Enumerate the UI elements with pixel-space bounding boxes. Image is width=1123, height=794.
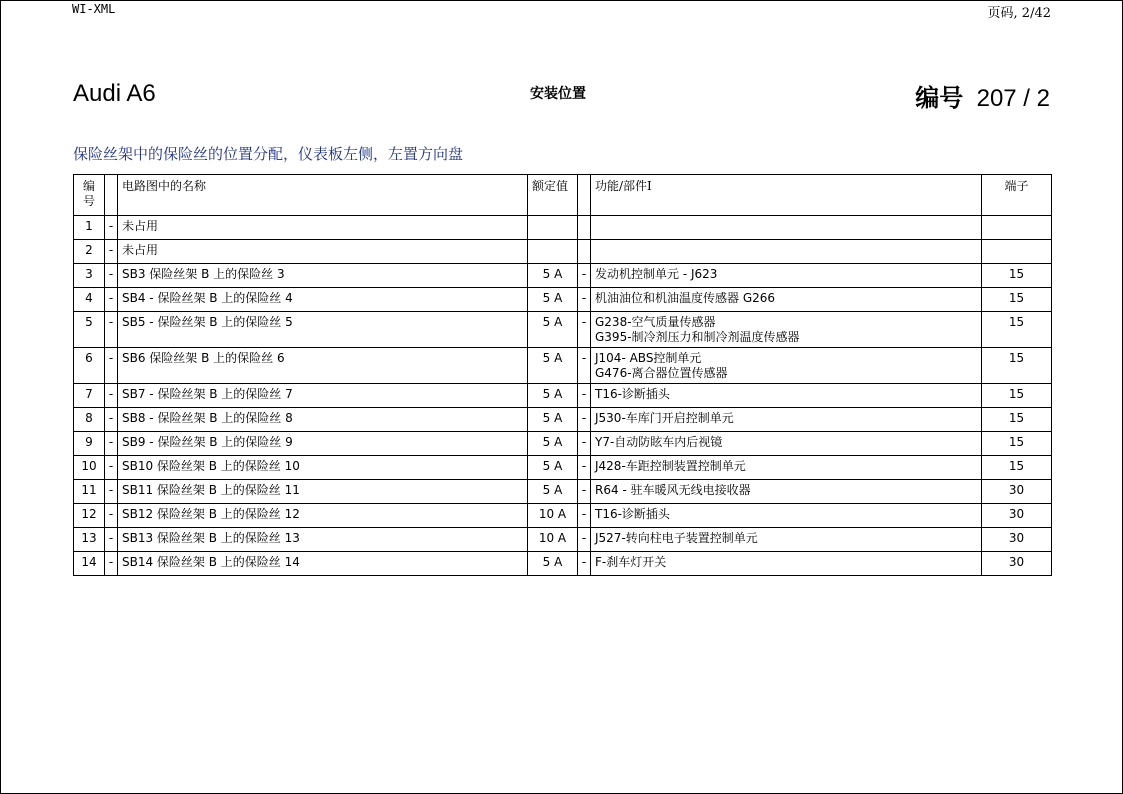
header-number: 编号	[74, 175, 105, 216]
section-title: 保险丝架中的保险丝的位置分配，仪表板左侧，左置方向盘	[73, 145, 464, 163]
circuit-name: SB3 保险丝架 B 上的保险丝 3	[118, 264, 528, 288]
separator-dash: -	[578, 552, 591, 576]
function-line: 发动机控制单元 - J623	[595, 267, 718, 281]
separator-dash: -	[578, 288, 591, 312]
circuit-name: SB10 保险丝架 B 上的保险丝 10	[118, 456, 528, 480]
terminal: 30	[982, 528, 1052, 552]
fuse-rating: 5 A	[528, 552, 578, 576]
function-component	[591, 288, 982, 312]
function-component	[591, 384, 982, 408]
terminal	[982, 240, 1052, 264]
document-number	[915, 78, 1050, 113]
function-component	[591, 216, 982, 240]
fuse-rating: 5 A	[528, 348, 578, 384]
table-row	[74, 312, 1052, 348]
fuse-number: 11	[74, 480, 105, 504]
function-component	[591, 348, 982, 384]
fuse-table	[73, 174, 1052, 576]
terminal: 15	[982, 384, 1052, 408]
separator-dash: -	[105, 552, 118, 576]
function-line: Y7-自动防眩车内后视镜	[595, 435, 723, 449]
function-component	[591, 456, 982, 480]
separator-dash: -	[578, 456, 591, 480]
fuse-number: 2	[74, 240, 105, 264]
terminal: 15	[982, 348, 1052, 384]
function-line: R64 - 驻车暖风无线电接收器	[595, 483, 751, 497]
table-row	[74, 384, 1052, 408]
separator-dash: -	[578, 264, 591, 288]
fuse-number: 13	[74, 528, 105, 552]
function-line: J104- ABS控制单元	[595, 351, 702, 365]
fuse-number: 5	[74, 312, 105, 348]
circuit-name: SB11 保险丝架 B 上的保险丝 11	[118, 480, 528, 504]
terminal: 15	[982, 288, 1052, 312]
fuse-rating: 10 A	[528, 528, 578, 552]
table-row	[74, 348, 1052, 384]
separator-dash: -	[578, 504, 591, 528]
circuit-name: SB4 - 保险丝架 B 上的保险丝 4	[118, 288, 528, 312]
table-row	[74, 288, 1052, 312]
separator-dash: -	[105, 216, 118, 240]
separator-dash: -	[105, 504, 118, 528]
circuit-name: SB14 保险丝架 B 上的保险丝 14	[118, 552, 528, 576]
function-line: 机油油位和机油温度传感器 G266	[595, 291, 776, 305]
fuse-number: 8	[74, 408, 105, 432]
function-line: T16-诊断插头	[595, 507, 670, 521]
separator-dash: -	[578, 432, 591, 456]
function-line: J530-车库门开启控制单元	[595, 411, 734, 425]
header-terminal: 端子	[982, 175, 1052, 216]
separator-dash: -	[105, 528, 118, 552]
vehicle-model: Audi A6	[73, 80, 156, 107]
function-line: J527-转向柱电子装置控制单元	[595, 531, 758, 545]
function-component	[591, 432, 982, 456]
header-rating: 额定值	[528, 175, 578, 216]
function-component	[591, 408, 982, 432]
separator-dash: -	[105, 240, 118, 264]
table-row	[74, 408, 1052, 432]
circuit-name: SB6 保险丝架 B 上的保险丝 6	[118, 348, 528, 384]
separator-dash: -	[105, 288, 118, 312]
function-component	[591, 264, 982, 288]
circuit-name: SB7 - 保险丝架 B 上的保险丝 7	[118, 384, 528, 408]
function-line: J428-车距控制装置控制单元	[595, 459, 746, 473]
fuse-number: 1	[74, 216, 105, 240]
function-component	[591, 480, 982, 504]
fuse-rating: 5 A	[528, 456, 578, 480]
fuse-number: 4	[74, 288, 105, 312]
separator-dash: -	[105, 348, 118, 384]
fuse-number: 6	[74, 348, 105, 384]
table-row	[74, 456, 1052, 480]
circuit-name: SB12 保险丝架 B 上的保险丝 12	[118, 504, 528, 528]
table-row	[74, 216, 1052, 240]
circuit-name: SB13 保险丝架 B 上的保险丝 13	[118, 528, 528, 552]
terminal	[982, 216, 1052, 240]
header-name: 电路图中的名称	[118, 175, 528, 216]
fuse-rating: 10 A	[528, 504, 578, 528]
header-function: 功能/部件I	[591, 175, 982, 216]
table-row	[74, 504, 1052, 528]
fuse-number: 3	[74, 264, 105, 288]
function-component	[591, 312, 982, 348]
circuit-name: SB5 - 保险丝架 B 上的保险丝 5	[118, 312, 528, 348]
header-dash-2	[578, 175, 591, 216]
function-line: G395-制冷剂压力和制冷剂温度传感器	[595, 330, 800, 344]
separator-dash: -	[578, 528, 591, 552]
function-line: T16-诊断插头	[595, 387, 670, 401]
header-dash	[105, 175, 118, 216]
fuse-table-body	[74, 216, 1052, 576]
fuse-rating: 5 A	[528, 432, 578, 456]
circuit-name: 未占用	[118, 240, 528, 264]
separator-dash: -	[105, 432, 118, 456]
terminal: 30	[982, 552, 1052, 576]
table-row	[74, 240, 1052, 264]
terminal: 30	[982, 480, 1052, 504]
terminal: 15	[982, 264, 1052, 288]
separator-dash: -	[578, 348, 591, 384]
separator-dash: -	[578, 312, 591, 348]
table-row	[74, 432, 1052, 456]
fuse-number: 14	[74, 552, 105, 576]
terminal: 15	[982, 408, 1052, 432]
fuse-number: 9	[74, 432, 105, 456]
fuse-rating	[528, 216, 578, 240]
document-number-label: 编号	[915, 85, 964, 112]
circuit-name: SB8 - 保险丝架 B 上的保险丝 8	[118, 408, 528, 432]
page-number: 页码, 2/42	[987, 6, 1051, 21]
function-line: F-刹车灯开关	[595, 555, 667, 569]
function-component	[591, 240, 982, 264]
separator-dash: -	[105, 384, 118, 408]
function-component	[591, 504, 982, 528]
separator-dash: -	[578, 480, 591, 504]
separator-dash	[578, 216, 591, 240]
document-title: 安装位置	[530, 86, 586, 102]
fuse-rating	[528, 240, 578, 264]
separator-dash: -	[105, 408, 118, 432]
table-row	[74, 480, 1052, 504]
function-component	[591, 552, 982, 576]
terminal: 15	[982, 312, 1052, 348]
fuse-rating: 5 A	[528, 480, 578, 504]
separator-dash: -	[578, 408, 591, 432]
fuse-number: 12	[74, 504, 105, 528]
fuse-number: 7	[74, 384, 105, 408]
table-row	[74, 528, 1052, 552]
separator-dash	[578, 240, 591, 264]
function-line: G476-离合器位置传感器	[595, 366, 728, 380]
separator-dash: -	[105, 456, 118, 480]
table-row	[74, 264, 1052, 288]
separator-dash: -	[578, 384, 591, 408]
header-left-label: WI-XML	[72, 2, 116, 16]
document-number-value: 207 / 2	[976, 85, 1050, 112]
separator-dash: -	[105, 312, 118, 348]
circuit-name: SB9 - 保险丝架 B 上的保险丝 9	[118, 432, 528, 456]
fuse-number: 10	[74, 456, 105, 480]
table-row	[74, 552, 1052, 576]
terminal: 30	[982, 504, 1052, 528]
circuit-name: 未占用	[118, 216, 528, 240]
fuse-rating: 5 A	[528, 312, 578, 348]
fuse-rating: 5 A	[528, 288, 578, 312]
terminal: 15	[982, 432, 1052, 456]
terminal: 15	[982, 456, 1052, 480]
fuse-rating: 5 A	[528, 384, 578, 408]
fuse-rating: 5 A	[528, 264, 578, 288]
table-header-row	[74, 175, 1052, 216]
function-line: G238-空气质量传感器	[595, 315, 716, 329]
function-component	[591, 528, 982, 552]
separator-dash: -	[105, 480, 118, 504]
separator-dash: -	[105, 264, 118, 288]
fuse-rating: 5 A	[528, 408, 578, 432]
